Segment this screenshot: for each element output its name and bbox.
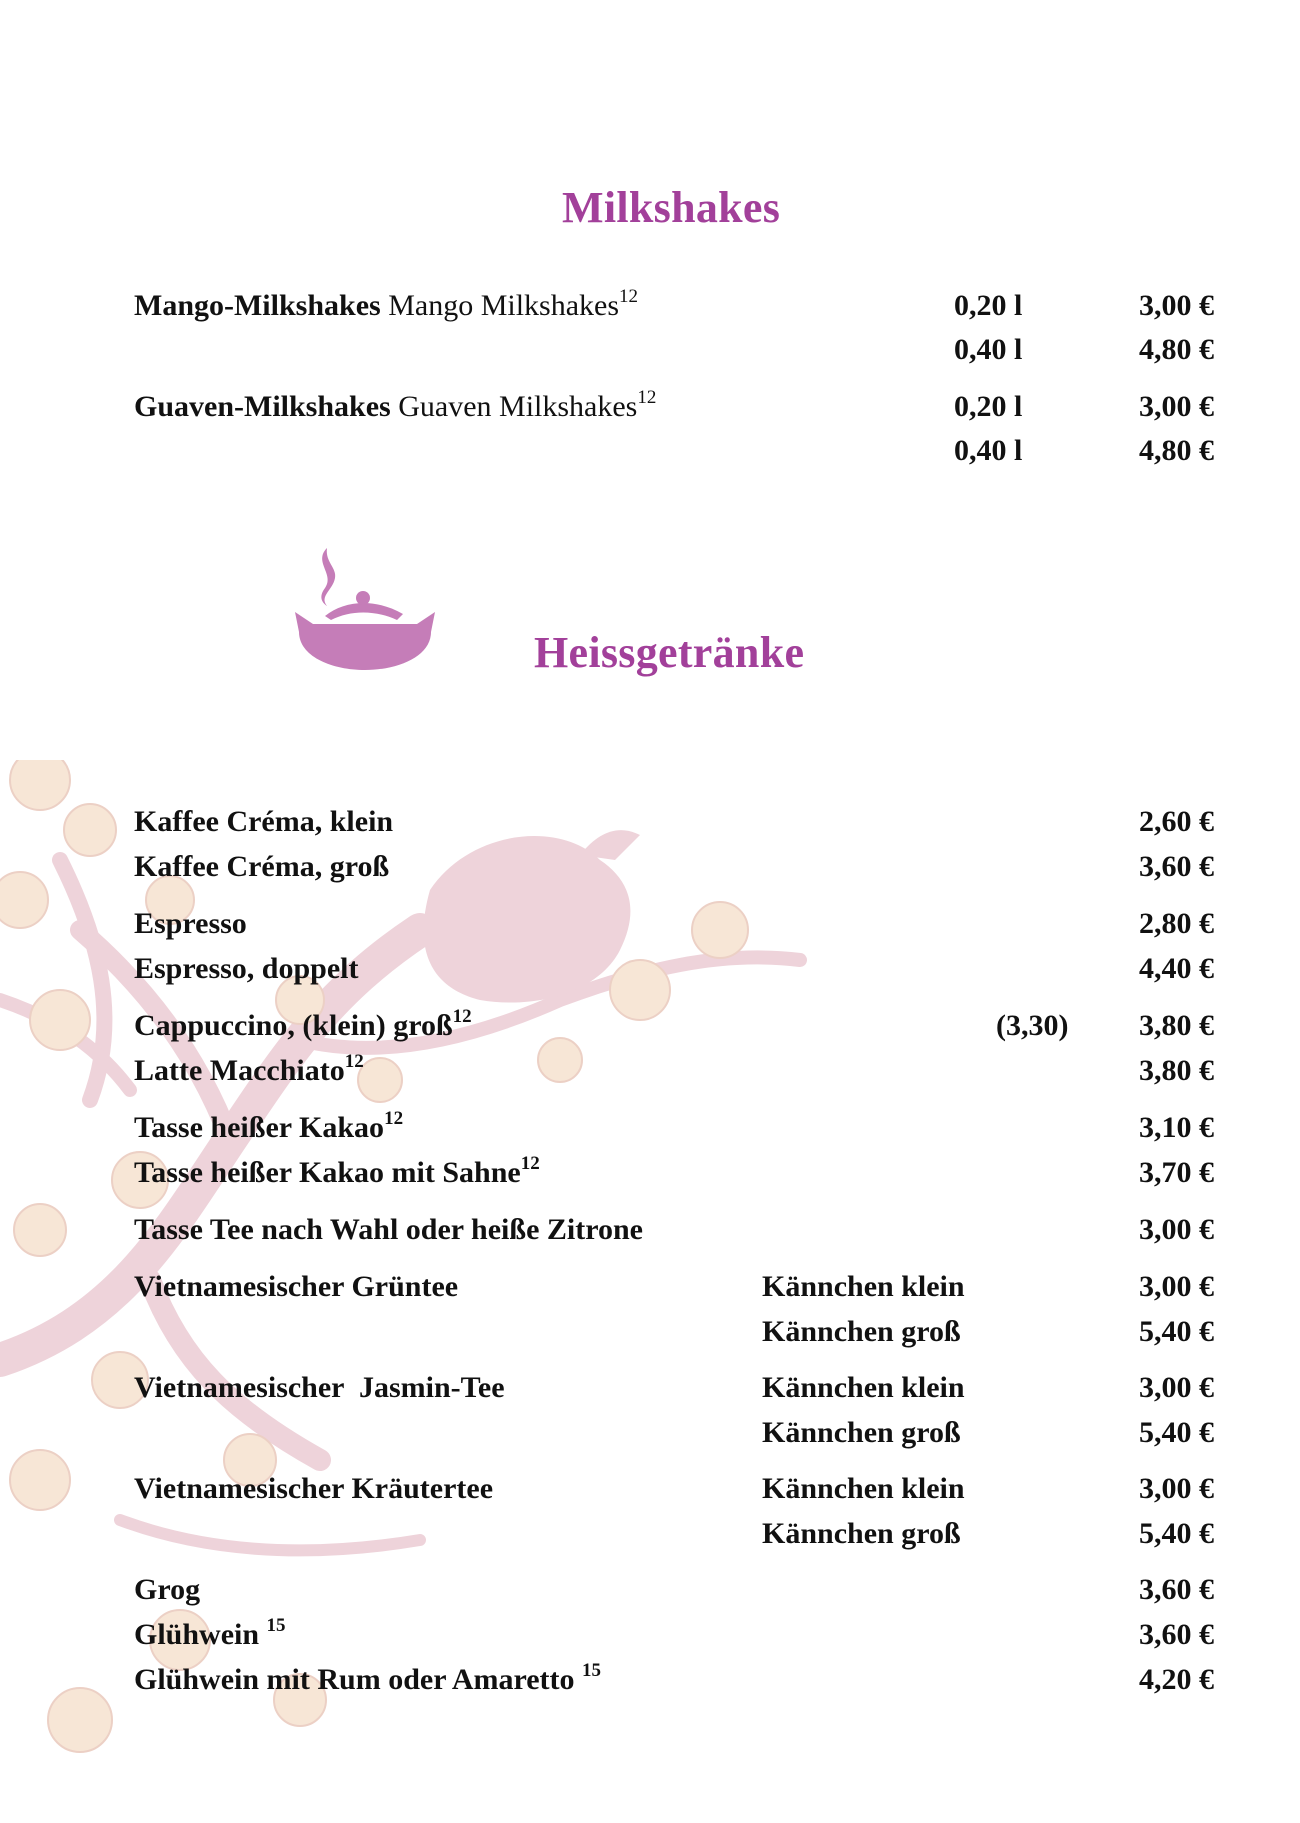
section-title-milkshakes: Milkshakes: [562, 183, 781, 232]
item-name: Kaffee Créma, groß: [134, 850, 390, 883]
item-title: Tasse heißer Kakao: [134, 1111, 385, 1144]
footnote-ref: 12: [520, 1153, 540, 1174]
item-price: 3,80 €: [1139, 1054, 1214, 1087]
item-price: 3,60 €: [1139, 1573, 1214, 1606]
footnote-ref: 12: [344, 1051, 364, 1072]
item-price: 4,80 €: [1139, 333, 1214, 366]
item-price: 2,60 €: [1139, 805, 1214, 838]
menu-item: [134, 284, 1214, 328]
item-variant: Kännchen klein: [762, 1371, 965, 1404]
item-price: 2,80 €: [1139, 907, 1214, 940]
menu-item-variant: [134, 328, 1214, 372]
item-price: 5,40 €: [1139, 1315, 1214, 1348]
menu-item-variant: [134, 1310, 1214, 1354]
item-price: 3,00 €: [1139, 1213, 1214, 1246]
item-name: [134, 1613, 286, 1657]
item-variant: Kännchen klein: [762, 1472, 965, 1505]
menu-item: [134, 1004, 1214, 1048]
menu-item: [134, 1265, 1214, 1309]
item-size: 0,20 l: [954, 289, 1023, 322]
menu-item: [134, 902, 1214, 946]
menu-item-variant: [134, 429, 1214, 473]
item-name: Espresso, doppelt: [134, 952, 359, 985]
item-name: [134, 1658, 601, 1702]
menu-item: [134, 1467, 1214, 1511]
item-name: Kaffee Créma, klein: [134, 805, 394, 838]
item-name: [134, 1106, 403, 1150]
menu-item: [134, 1613, 1214, 1657]
item-name: Vietnamesischer Grüntee: [134, 1270, 459, 1303]
item-size: 0,40 l: [954, 333, 1023, 366]
item-title: Mango-Milkshakes: [134, 289, 381, 322]
footnote-ref: 12: [452, 1006, 472, 1027]
item-price: 3,80 €: [1139, 1009, 1214, 1042]
menu-item-variant: [134, 1512, 1214, 1556]
item-price: 5,40 €: [1139, 1517, 1214, 1550]
menu-item: [134, 947, 1214, 991]
item-price: 3,60 €: [1139, 850, 1214, 883]
item-name: [134, 1004, 472, 1048]
item-price: 3,10 €: [1139, 1111, 1214, 1144]
menu-item: [134, 1208, 1214, 1252]
item-name: [134, 385, 656, 429]
item-size: 0,40 l: [954, 434, 1023, 467]
item-price: 3,00 €: [1139, 390, 1214, 423]
item-price: 3,00 €: [1139, 289, 1214, 322]
footnote-ref: 12: [637, 387, 657, 408]
footnote-ref: 12: [384, 1108, 404, 1129]
item-title: Guaven-Milkshakes: [134, 390, 391, 423]
menu-item-variant: [134, 1411, 1214, 1455]
item-name: Espresso: [134, 907, 247, 940]
item-variant: Kännchen groß: [762, 1416, 961, 1449]
menu-item: [134, 1658, 1214, 1702]
item-title: Glühwein: [134, 1618, 260, 1651]
item-name: Tasse Tee nach Wahl oder heiße Zitrone: [134, 1213, 643, 1246]
item-title: Latte Macchiato: [134, 1054, 345, 1087]
item-price: 4,80 €: [1139, 434, 1214, 467]
item-name: [134, 1151, 540, 1195]
item-subtitle: Mango Milkshakes: [388, 289, 620, 322]
menu-item: [134, 1366, 1214, 1410]
item-price: 4,20 €: [1139, 1663, 1214, 1696]
item-name: [134, 284, 638, 328]
footnote-ref: 15: [266, 1615, 286, 1636]
item-title: Cappuccino, (klein) groß: [134, 1009, 453, 1042]
menu-item: [134, 800, 1214, 844]
item-name: Grog: [134, 1573, 201, 1606]
item-variant: Kännchen klein: [762, 1270, 965, 1303]
item-size: 0,20 l: [954, 390, 1023, 423]
item-price: 3,70 €: [1139, 1156, 1214, 1189]
item-variant: Kännchen groß: [762, 1315, 961, 1348]
item-price: 4,40 €: [1139, 952, 1214, 985]
item-name: Vietnamesischer Kräutertee: [134, 1472, 494, 1505]
menu-item: [134, 845, 1214, 889]
item-variant: Kännchen groß: [762, 1517, 961, 1550]
item-price: 3,00 €: [1139, 1270, 1214, 1303]
footnote-ref: 12: [619, 286, 639, 307]
item-price: 3,60 €: [1139, 1618, 1214, 1651]
item-title: Tasse heißer Kakao mit Sahne: [134, 1156, 521, 1189]
item-price: 3,00 €: [1139, 1371, 1214, 1404]
item-name: Vietnamesischer Jasmin-Tee: [134, 1371, 505, 1404]
item-title: Glühwein mit Rum oder Amaretto: [134, 1663, 575, 1696]
menu-item: [134, 1151, 1214, 1195]
footnote-ref: 15: [582, 1660, 602, 1681]
menu-item: [134, 1049, 1214, 1093]
section-title-hot-drinks: Heissgetränke: [534, 628, 805, 677]
item-price: 3,00 €: [1139, 1472, 1214, 1505]
item-name: [134, 1049, 364, 1093]
menu-item: [134, 1106, 1214, 1150]
teapot-icon: [295, 540, 435, 675]
menu-item: [134, 1568, 1214, 1612]
item-alt-price: (3,30): [996, 1009, 1069, 1042]
item-subtitle: Guaven Milkshakes: [398, 390, 638, 423]
item-price: 5,40 €: [1139, 1416, 1214, 1449]
menu-item: [134, 385, 1214, 429]
